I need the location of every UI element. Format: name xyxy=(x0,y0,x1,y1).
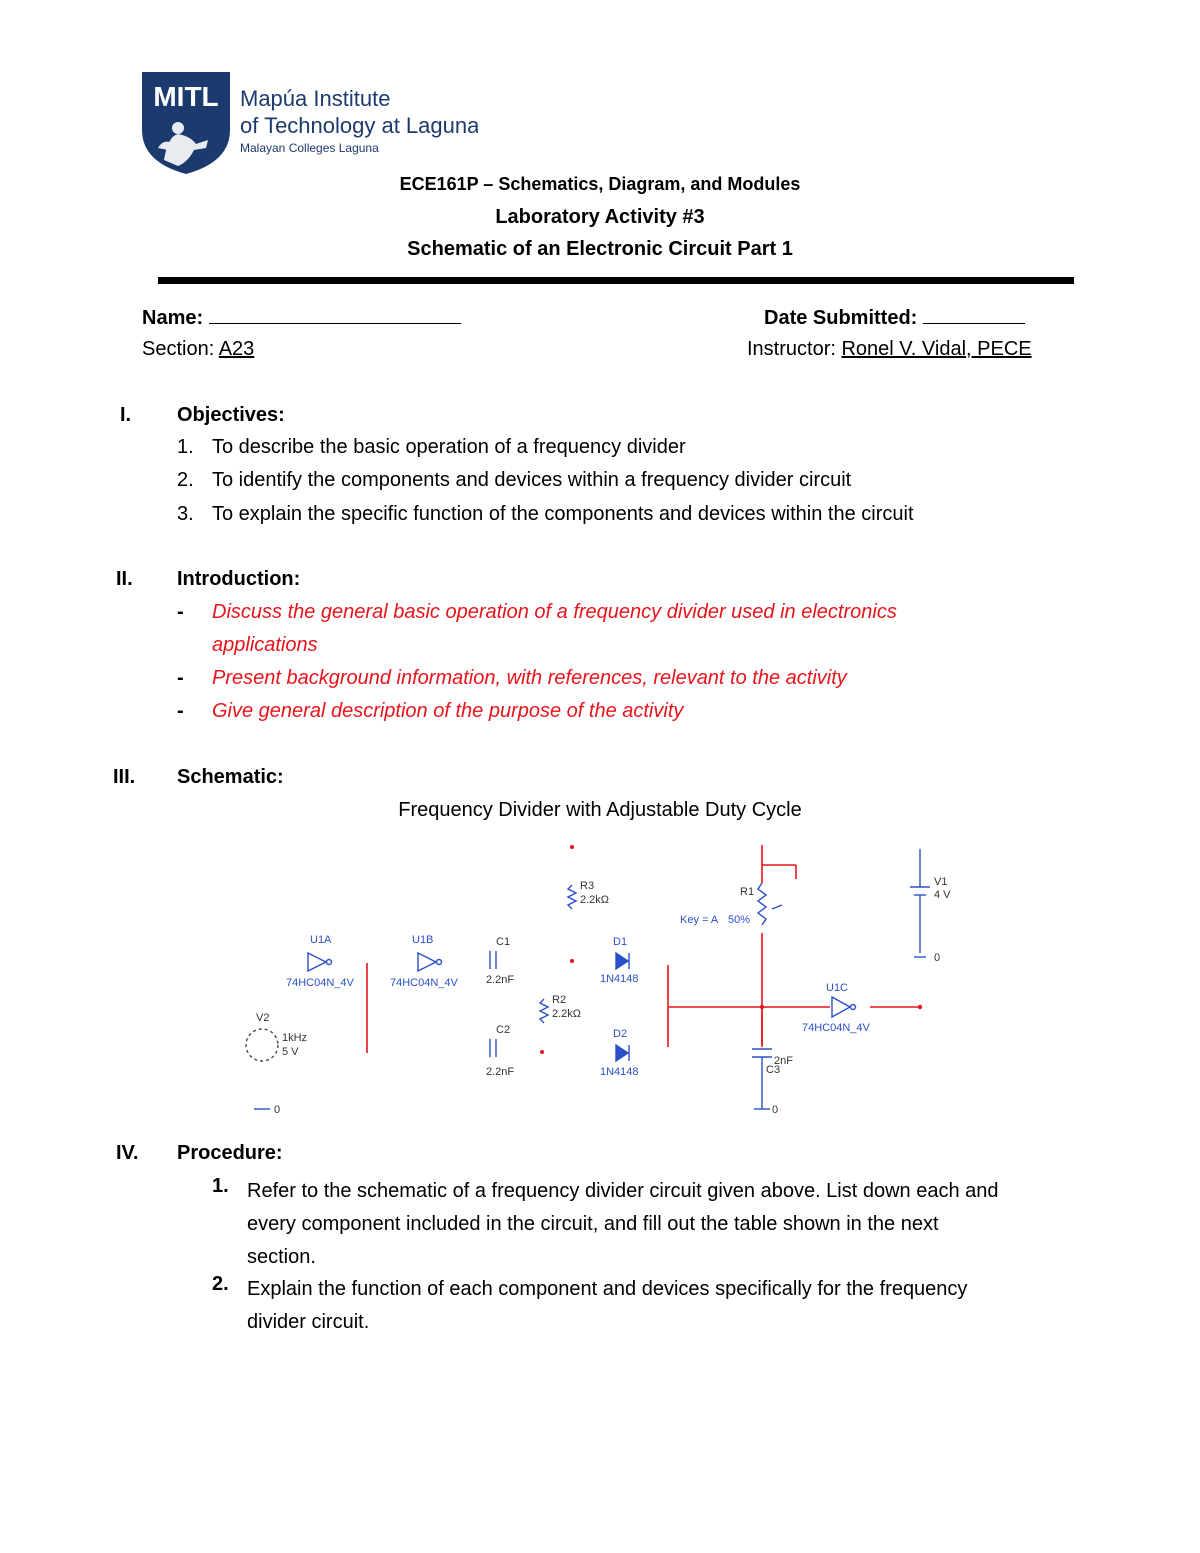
section-field xyxy=(142,338,254,361)
logo-name-line1: Mapúa Institute xyxy=(240,86,391,111)
label-d2-value: 1N4148 xyxy=(600,1066,639,1078)
intro-item xyxy=(177,601,1077,624)
label-c2: C2 xyxy=(496,1024,511,1036)
name-field xyxy=(142,305,461,330)
section-title-procedure: Procedure: xyxy=(177,1142,283,1164)
objective-item xyxy=(177,469,1077,492)
procedure-number: 2. xyxy=(212,1273,229,1295)
objective-text: To identify the components and devices within a frequency divider circuit xyxy=(212,469,852,491)
intro-text: Present background information, with references, relevant to the activity xyxy=(212,667,847,689)
label-v2: V2 xyxy=(256,1012,270,1024)
procedure-text: Explain the function of each component and devices specifically for the frequency xyxy=(247,1278,968,1300)
label-v2-value: 5 V xyxy=(282,1046,299,1058)
objective-number: 3. xyxy=(177,503,194,525)
label-u1b-part: 74HC04N_4V xyxy=(390,977,458,989)
section-number-procedure: IV. xyxy=(116,1142,139,1164)
label-ground-left: 0 xyxy=(274,1104,281,1116)
objective-text: To explain the specific function of the components and devices within the circuit xyxy=(212,503,914,525)
logo-acronym: MITL xyxy=(153,81,219,112)
label-u1b: U1B xyxy=(412,934,434,946)
label-c1-value: 2.2nF xyxy=(486,974,515,986)
section-number-introduction: II. xyxy=(116,568,133,590)
label-c1: C1 xyxy=(496,936,511,948)
section-value: A23 xyxy=(218,338,255,360)
label-v1: V1 xyxy=(934,876,948,888)
procedure-number: 1. xyxy=(212,1175,229,1197)
header-divider xyxy=(158,277,1074,284)
date-label: Date Submitted: xyxy=(764,307,918,329)
objective-text: To describe the basic operation of a frequency divider xyxy=(212,436,686,458)
label-r1-percent: 50% xyxy=(728,914,751,926)
label-u1a: U1A xyxy=(310,934,332,946)
instructor-field xyxy=(747,338,1032,361)
procedure-text: Refer to the schematic of a frequency divider circuit given above. List down each and xyxy=(247,1180,999,1202)
procedure-text: divider circuit. xyxy=(247,1311,370,1333)
label-u1c-part: 74HC04N_4V xyxy=(802,1022,870,1034)
section-number-schematic: III. xyxy=(113,766,136,788)
date-blank[interactable] xyxy=(923,305,1025,324)
label-r3: R3 xyxy=(580,880,595,892)
section-number-objectives: I. xyxy=(120,404,132,426)
label-ground-right: 0 xyxy=(772,1104,779,1116)
label-d2: D2 xyxy=(613,1028,628,1040)
objective-number: 1. xyxy=(177,436,194,458)
label-d1: D1 xyxy=(613,936,628,948)
label-c3: C3 xyxy=(766,1064,781,1076)
objective-item xyxy=(177,436,1077,459)
intro-text: Discuss the general basic operation of a frequency divider used in electronics xyxy=(212,601,897,623)
circuit-schematic xyxy=(230,835,970,1135)
procedure-text: every component included in the circuit, and fill out the table shown in the next xyxy=(247,1213,939,1235)
label-r1-key: Key = A xyxy=(680,914,719,926)
institution-logo xyxy=(138,70,478,176)
procedure-item xyxy=(212,1273,1092,1339)
bullet-dash: - xyxy=(177,700,184,722)
section-title-objectives: Objectives: xyxy=(177,404,285,426)
label-v2-frequency: 1kHz xyxy=(282,1032,308,1044)
intro-item xyxy=(177,667,1077,690)
intro-text-continued: applications xyxy=(212,634,318,656)
label-c2-value: 2.2nF xyxy=(486,1066,515,1078)
bullet-dash: - xyxy=(177,601,184,623)
activity-title: Laboratory Activity #3 xyxy=(495,206,705,228)
procedure-item xyxy=(212,1175,1092,1274)
logo-name-line2: of Technology at Laguna xyxy=(240,113,478,138)
label-r1: R1 xyxy=(740,886,755,898)
name-label: Name: xyxy=(142,307,204,329)
instructor-label: Instructor: xyxy=(747,338,836,360)
intro-item xyxy=(177,700,1077,723)
label-v1-value: 4 V xyxy=(934,889,951,901)
date-submitted-field xyxy=(764,305,1025,330)
label-v1-ground: 0 xyxy=(934,952,941,964)
bullet-dash: - xyxy=(177,667,184,689)
schematic-labels xyxy=(256,876,951,1116)
section-label: Section: xyxy=(142,338,215,360)
intro-text: Give general description of the purpose of the activity xyxy=(212,700,684,722)
name-blank[interactable] xyxy=(209,305,461,324)
procedure-text: section. xyxy=(247,1246,316,1268)
label-c3-value: 2nF xyxy=(774,1055,793,1067)
label-u1a-part: 74HC04N_4V xyxy=(286,977,354,989)
objective-number: 2. xyxy=(177,469,194,491)
label-r2-value: 2.2kΩ xyxy=(552,1008,582,1020)
label-r2: R2 xyxy=(552,994,567,1006)
objective-item xyxy=(177,503,1077,526)
label-d1-value: 1N4148 xyxy=(600,973,639,985)
label-u1c: U1C xyxy=(826,982,849,994)
instructor-value: Ronel V. Vidal, PECE xyxy=(841,338,1032,360)
activity-subtitle: Schematic of an Electronic Circuit Part 1 xyxy=(407,238,793,260)
figure-title: Frequency Divider with Adjustable Duty Cycle xyxy=(398,799,802,821)
course-title: ECE161P – Schematics, Diagram, and Modules xyxy=(399,174,801,194)
section-title-schematic: Schematic: xyxy=(177,766,284,788)
section-title-introduction: Introduction: xyxy=(177,568,301,590)
label-r3-value: 2.2kΩ xyxy=(580,894,610,906)
logo-tagline: Malayan Colleges Laguna xyxy=(240,141,379,155)
